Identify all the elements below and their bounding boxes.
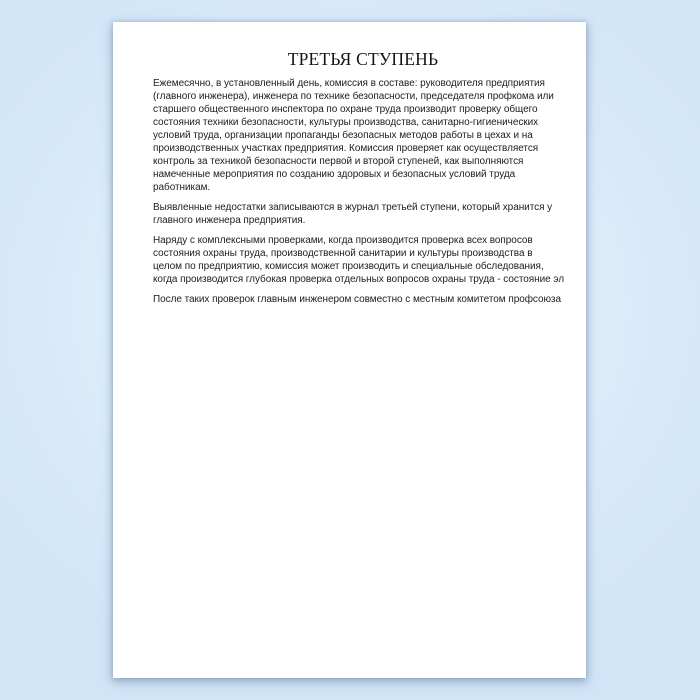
text-line: целом по предприятию, комиссия может производить и специальные обследования, [153,261,544,272]
document-page [113,22,586,678]
text-line: производственных участках предприятия. Комиссия проверяет как осуществляется [153,143,539,154]
text-line: состояния охраны труда, производственной санитарии и культуры производства в [153,248,533,259]
text-line: условий труда, организации пропаганды безопасных методов работы в цехах и на [153,130,533,141]
text-line: намеченные мероприятия по созданию здоровых и безопасных условий труда [153,169,516,180]
text-line: когда производится глубокая проверка отдельных вопросов охраны труда - состояние эл [153,274,564,285]
document-title: ТРЕТЬЯ СТУПЕНЬ [287,49,439,69]
text-line: Наряду с комплексными проверками, когда производится проверка всех вопросов [153,235,533,246]
text-line: контроль за техникой безопасности первой и второй ступеней, как выполняются [153,156,524,167]
text-line: работникам. [153,182,211,193]
text-line: состояния техники безопасности, культуры производства, санитарно-гигиенических [153,117,539,128]
document-body [153,77,573,306]
text-line: старшего общественного инспектора по охране труда производит проверку общего [153,104,538,115]
paragraph [153,293,573,306]
text-line: главного инженера предприятия. [153,215,306,226]
text-line: (главного инженера), инженера по технике безопасности, председателя профкома или [153,91,554,102]
paragraph [153,201,573,227]
paragraph [153,234,573,286]
text-line: Ежемесячно, в установленный день, комиссия в составе: руководителя предприятия [153,78,545,89]
text-line: Выявленные недостатки записываются в журнал третьей ступени, который хранится у [153,202,553,213]
paragraph [153,77,573,194]
text-line: После таких проверок главным инженером совместно с местным комитетом профсоюза [153,294,561,305]
